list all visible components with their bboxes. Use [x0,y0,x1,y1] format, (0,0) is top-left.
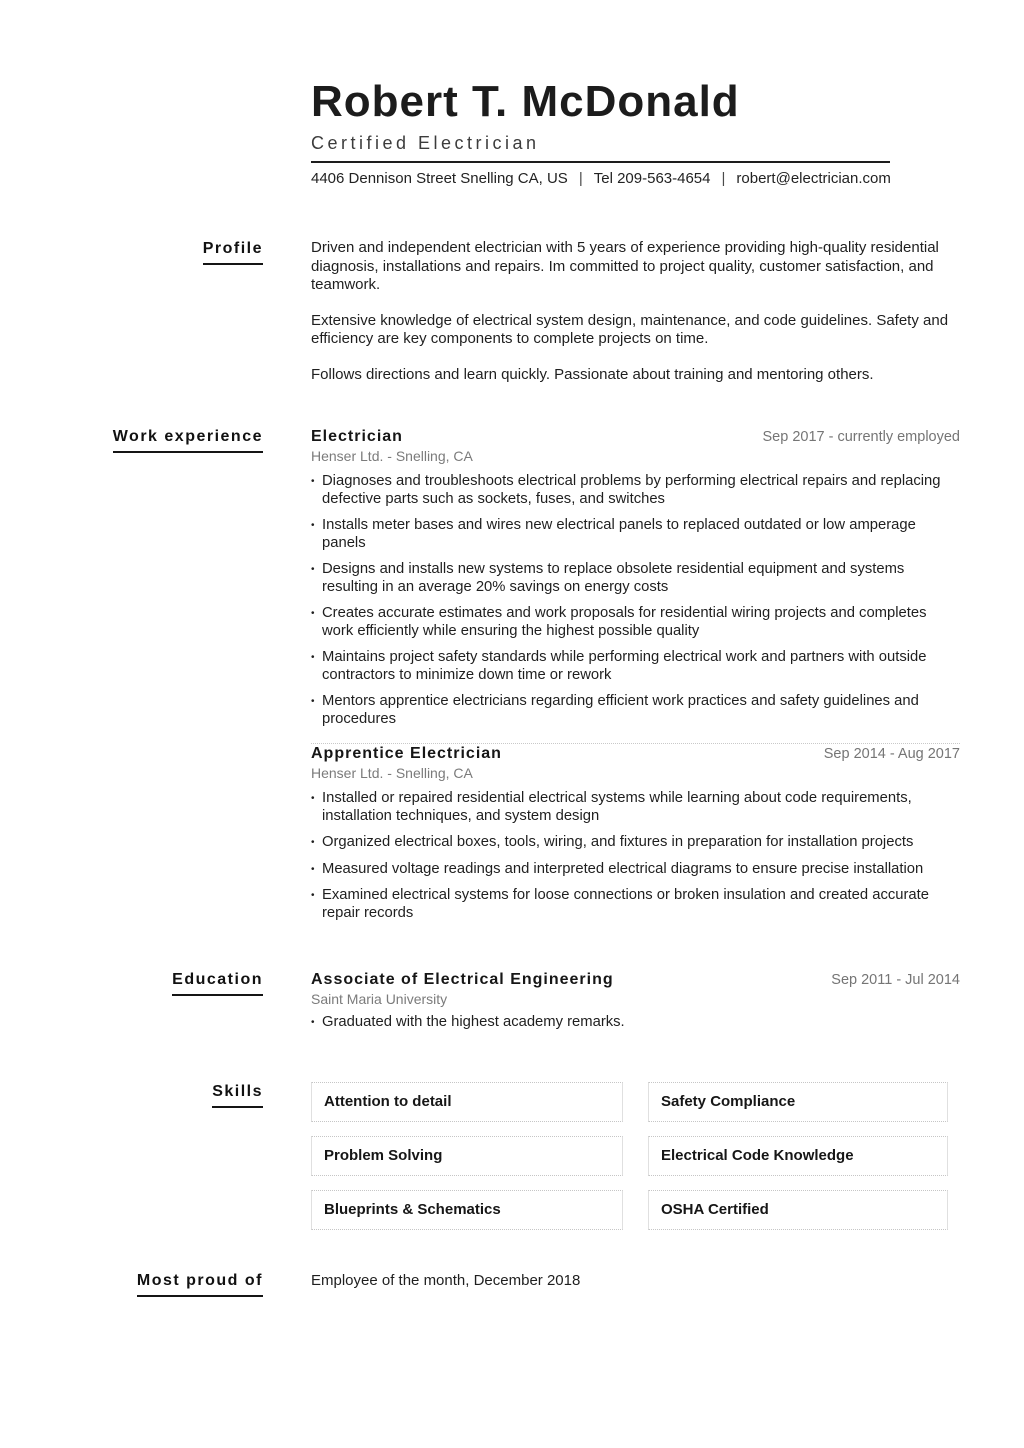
skill-item: Safety Compliance [648,1082,948,1122]
bullet-text: Examined electrical systems for loose connections or broken insulation and created accurate repair records [322,887,929,921]
bullet-marker: • [311,793,315,804]
list-item [311,1014,960,1032]
bullet-marker: • [311,476,315,487]
bullet-marker: • [311,890,315,901]
job-header [311,744,960,763]
list-item [311,561,960,596]
header-divider [311,161,890,163]
skill-item: Problem Solving [311,1136,623,1176]
bullet-marker: • [311,520,315,531]
job-title: Apprentice Electrician [311,745,502,762]
job-entry [311,427,960,728]
proud-body [311,1271,960,1290]
proud-text: Employee of the month, December 2018 [311,1271,581,1289]
job-bullet-list [311,790,960,922]
list-item [311,834,960,852]
section-skills [0,1082,1024,1230]
phone-text: Tel 209-563-4654 [593,170,711,187]
job-dates: Sep 2017 - currently employed [762,429,960,445]
person-name: Robert T. McDonald [311,77,740,126]
skills-body [311,1082,960,1230]
section-label-profile: Profile [0,239,263,265]
section-work-experience [0,427,1024,922]
job-header [311,427,960,446]
skill-item: Electrical Code Knowledge [648,1136,948,1176]
school-name: Saint Maria University [311,991,448,1007]
section-label-education: Education [0,970,263,996]
skills-grid [311,1082,960,1230]
bullet-marker: • [311,608,315,619]
separator: | [721,170,726,187]
section-most-proud-of [0,1271,1024,1297]
header [311,77,891,187]
section-education [0,970,1024,1032]
profile-paragraph: Follows directions and learn quickly. Passionate about training and mentoring others. [311,365,874,383]
section-profile [0,239,1024,384]
bullet-marker: • [311,863,315,875]
profile-paragraph: Extensive knowledge of electrical system design, maintenance, and code guidelines. Safety and efficiency are key components to complete projects on time. [311,311,949,347]
bullet-text: Measured voltage readings and interpreted electrical diagrams to ensure precise installation [322,860,924,877]
job-title: Electrician [311,428,403,445]
bullet-text: Graduated with the highest academy remarks. [322,1014,625,1030]
skill-item: Attention to detail [311,1082,623,1122]
contact-line [311,170,890,187]
email-text: robert@electrician.com [736,170,891,187]
work-body [311,427,960,922]
list-item [311,473,960,508]
bullet-text: Organized electrical boxes, tools, wiring, and fixtures in preparation for installation projects [322,834,914,850]
section-label-most-proud-of: Most proud of [0,1271,263,1297]
list-item [311,517,960,552]
separator: | [578,170,583,187]
job-bullet-list [311,473,960,728]
profile-body [311,239,960,384]
bullet-text: Mentors apprentice electricians regarding efficient work practices and safety guidelines and procedures [322,693,919,727]
address-text: 4406 Dennison Street Snelling CA, US [311,170,568,187]
education-header [311,970,960,989]
list-item [311,861,960,879]
bullet-text: Designs and installs new systems to replace obsolete residential equipment and systems resulting in an average 20% savings on energy costs [322,561,905,595]
education-dates: Sep 2011 - Jul 2014 [831,972,960,988]
list-item [311,887,960,922]
bullet-text: Installed or repaired residential electrical systems while learning about code requirements, installation techniques, and system design [322,790,912,824]
bullet-text: Installs meter bases and wires new electrical panels to replaced outdated or low amperage panels [322,517,916,551]
list-item [311,605,960,640]
person-title: Certified Electrician [311,133,540,153]
bullet-marker: • [311,837,315,848]
degree-title: Associate of Electrical Engineering [311,971,614,988]
job-company: Henser Ltd. - Snelling, CA [311,765,473,781]
bullet-marker: • [311,696,315,707]
section-label-skills: Skills [0,1082,263,1108]
bullet-marker: • [311,652,315,663]
profile-paragraph: Driven and independent electrician with 5 years of experience providing high-quality residential diagnosis, installations and repairs. Im committed to project quality, customer satisfaction, and teamwork. [311,239,939,293]
job-entry [311,744,960,922]
bullet-text: Maintains project safety standards while performing electrical work and partners with outside contractors to minimize down time or rework [322,649,927,683]
bullet-text: Diagnoses and troubleshoots electrical problems by performing electrical repairs and replacing defective parts such as sockets, fuses, and switches [322,473,941,507]
list-item [311,790,960,825]
section-label-work-experience: Work experience [0,427,263,453]
job-company: Henser Ltd. - Snelling, CA [311,448,473,464]
education-body [311,970,960,1032]
bullet-marker: • [311,564,315,575]
education-bullet-list [311,1014,960,1032]
skill-item: Blueprints & Schematics [311,1190,623,1230]
skill-item: OSHA Certified [648,1190,948,1230]
bullet-marker: • [311,1017,315,1028]
bullet-text: Creates accurate estimates and work proposals for residential wiring projects and completes work efficiently while ensuring the highest possible quality [322,605,927,639]
job-dates: Sep 2014 - Aug 2017 [823,746,960,762]
list-item [311,649,960,684]
list-item [311,693,960,728]
